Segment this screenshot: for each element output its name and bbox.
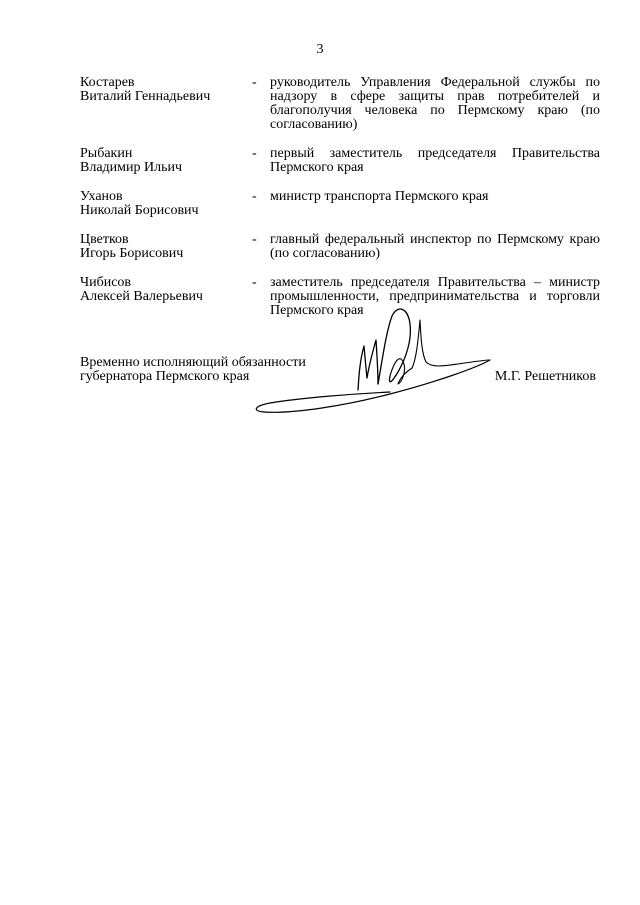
member-dash: - bbox=[252, 75, 257, 90]
member-name: Костарев Виталий Геннадьевич bbox=[80, 75, 211, 104]
member-dash: - bbox=[252, 189, 257, 204]
member-name: Уханов Николай Борисович bbox=[80, 189, 199, 218]
member-row bbox=[80, 190, 600, 218]
member-name: Цветков Игорь Борисович bbox=[80, 232, 184, 261]
member-role: руководитель Управления Федеральной службы по надзору в сфере защиты прав потребителей и благополучия человека по Пермскому краю (по согласованию) bbox=[270, 75, 600, 132]
signer-name: М.Г. Решетников bbox=[494, 369, 596, 384]
member-name: Чибисов Алексей Валерьевич bbox=[80, 275, 203, 304]
signature-block bbox=[80, 356, 600, 426]
member-row bbox=[80, 76, 600, 132]
members-list bbox=[80, 76, 600, 333]
member-row bbox=[80, 147, 600, 175]
member-role: первый заместитель председателя Правительства Пермского края bbox=[270, 146, 600, 175]
page-number: 3 bbox=[316, 42, 324, 57]
signer-position: Временно исполняющий обязанности губернатора Пермского края bbox=[80, 355, 306, 384]
member-role: заместитель председателя Правительства – министр промышленности, предпринимательства и торговли Пермского края bbox=[270, 275, 600, 318]
member-row bbox=[80, 233, 600, 261]
member-dash: - bbox=[252, 232, 257, 247]
member-role: министр транспорта Пермского края bbox=[270, 189, 489, 204]
member-name: Рыбакин Владимир Ильич bbox=[80, 146, 183, 175]
member-dash: - bbox=[252, 275, 257, 290]
member-role: главный федеральный инспектор по Пермскому краю (по согласованию) bbox=[270, 232, 600, 261]
member-dash: - bbox=[252, 146, 257, 161]
